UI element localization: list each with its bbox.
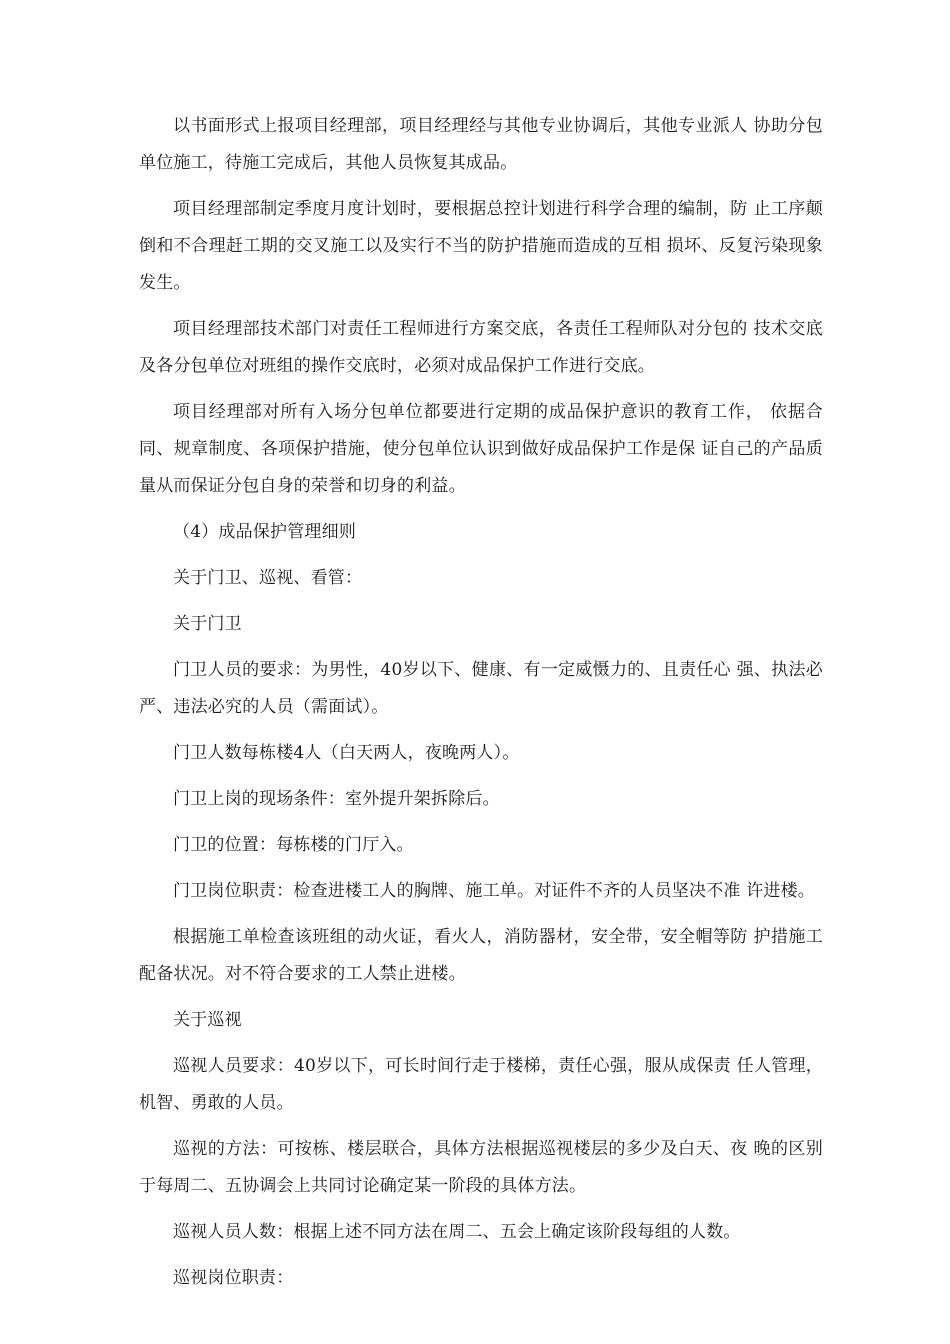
paragraph-guard-location: 门卫的位置：每栋楼的门厅入。: [173, 835, 414, 855]
paragraph-continuation: 以书面形式上报项目经理部，项目经理经与其他专业协调后，其他专业派人 协助分包单位施工，待施工完成后，其他人员恢复其成品。: [139, 116, 823, 173]
subheading-guard: 关于门卫: [173, 614, 242, 634]
paragraph-patrol-method: 巡视的方法：可按栋、楼层联合，具体方法根据巡视楼层的多少及白天、夜 晚的区别于每周二、五协调会上共同讨论确定某一阶段的具体方法。: [139, 1139, 823, 1196]
paragraph-guard-conditions: 门卫上岗的现场条件：室外提升架拆除后。: [173, 789, 500, 809]
paragraph-guard-checks: 根据施工单检查该班组的动火证，看火人，消防器材，安全带，安全帽等防 护措施工配备状况。对不符合要求的工人禁止进楼。: [139, 927, 823, 984]
subheading-guard-patrol-watch: 关于门卫、巡视、看管：: [173, 568, 363, 588]
subheading-patrol: 关于巡视: [173, 1010, 242, 1030]
paragraph-guard-requirements: 门卫人员的要求：为男性，40岁以下、健康、有一定威慑力的、且责任心 强、执法必严、违法必究的人员（需面试）。: [139, 660, 823, 717]
paragraph-guard-duties: 门卫岗位职责：检查进楼工人的胸牌、施工单。对证件不齐的人员坚决不准 许进楼。: [173, 881, 816, 901]
section-heading-protection-rules: （4）成品保护管理细则: [173, 522, 357, 542]
document-body: [139, 108, 823, 1306]
paragraph-patrol-count: 巡视人员人数：根据上述不同方法在周二、五会上确定该阶段每组的人数。: [173, 1222, 741, 1242]
paragraph-patrol-requirements: 巡视人员要求：40岁以下，可长时间行走于楼梯，责任心强，服从成保责 任人管理，机智、勇敢的人员。: [139, 1056, 823, 1113]
paragraph-patrol-duties: 巡视岗位职责：: [173, 1268, 294, 1288]
paragraph-guard-count: 门卫人数每栋楼4人（白天两人，夜晚两人）。: [173, 743, 520, 763]
paragraph-technical-briefing: 项目经理部技术部门对责任工程师进行方案交底，各责任工程师队对分包的 技术交底及各分包单位对班组的操作交底时，必须对成品保护工作进行交底。: [139, 319, 823, 376]
paragraph-education: 项目经理部对所有入场分包单位都要进行定期的成品保护意识的教育工作， 依据合同、规章制度、各项保护措施，使分包单位认识到做好成品保护工作是保 证自己的产品质量从而保证分包自身的荣誉和切身的利益。: [139, 402, 823, 496]
paragraph-schedule-planning: 项目经理部制定季度月度计划时，要根据总控计划进行科学合理的编制，防 止工序颠倒和不合理赶工期的交叉施工以及实行不当的防护措施而造成的互相 损坏、反复污染现象发生。: [139, 199, 823, 293]
